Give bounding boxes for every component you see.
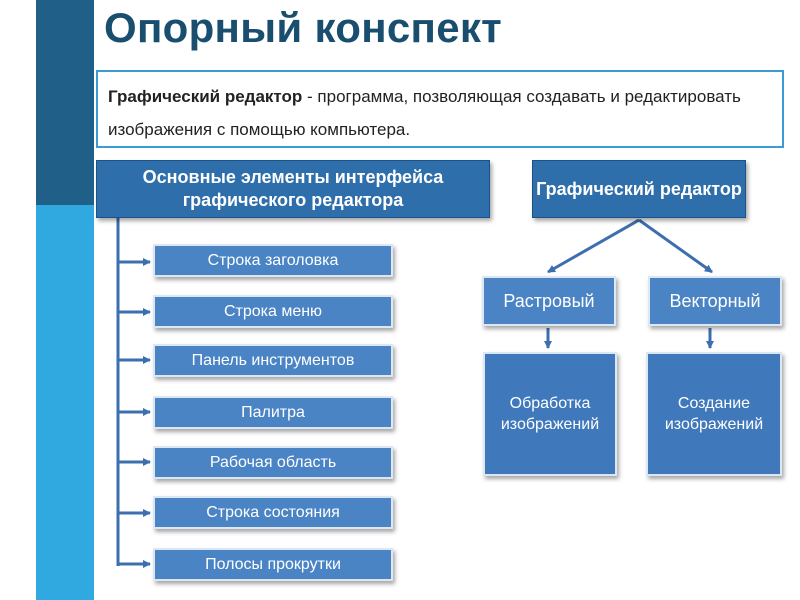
item-menu-bar: Строка меню [153, 295, 393, 328]
item-palette: Палитра [153, 396, 393, 429]
item-toolbar: Панель инструментов [153, 344, 393, 377]
type-raster: Растровый [482, 276, 616, 326]
definition-text: - программа, позволяющая создавать и редактировать изображения с помощью компьютера. [108, 87, 741, 139]
left-branch-arrows [118, 262, 150, 564]
type-vector: Векторный [648, 276, 782, 326]
item-work-area: Рабочая область [153, 446, 393, 479]
interface-elements-header: Основные элементы интерфейса графического редактора [96, 160, 490, 218]
result-arrows [548, 328, 710, 348]
type-arrows [548, 220, 712, 272]
result-image-creation: Создание изображений [646, 352, 782, 476]
graphic-editor-header: Графический редактор [532, 160, 746, 218]
page-title: Опорный конспект [104, 4, 503, 51]
item-scrollbars: Полосы прокрутки [153, 548, 393, 581]
definition-term: Графический редактор [108, 87, 303, 106]
result-image-processing: Обработка изображений [483, 352, 617, 476]
item-status-bar: Строка состояния [153, 496, 393, 529]
item-title-bar: Строка заголовка [153, 244, 393, 277]
